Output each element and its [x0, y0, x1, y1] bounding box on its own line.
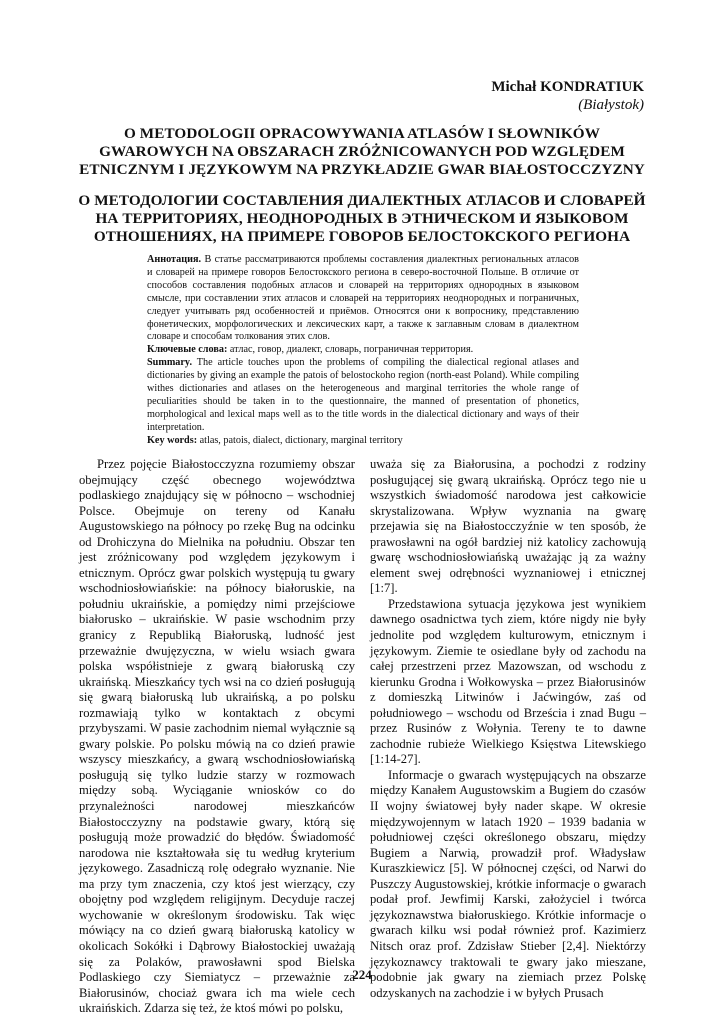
body-paragraph: Przez pojęcie Białostocczyzna rozumiemy obszar obejmujący część obecnego województwa podlaskiego znajdujący się w północno – wschodniej Polsce. Obejmuje on tereny od Kanału Augustowskiego na północy po rzekę Bug na odcinku od Drohiczyna do Mielnika na południu. Obszar ten jest zróżnicowany pod względem językowym i etnicznym. Oprócz gwar polskich występują tu gwary wschodniosłowiańskie: na północy białoruskie, na południu ukraińskie, a pomiędzy nimi przejściowe białorusko – ukraińskie. W pasie wschodnim przy granicy z Republiką Białoruską, ludność jest przeważnie dwujęzyczna, w wielu wsiach gwara polska współistnieje z gwarą białoruską czy ukraińską. Mieszkańcy tych wsi na co dzień posługują się gwarą białoruską lub ukraińską, a po polsku rozmawiają tylko w kontaktach z obcymi przybyszami. W pasie zachodnim niemal wyłącznie są gwary polskie. Po polsku mówią na co dzień prawie wszyscy mieszkańcy, a gwarą wschodniosłowiańską posługują się tylko ludzie starzy w rozmowach między sobą. Wyciąganie wniosków co do przynależności narodowej mieszkańców Białostocczyzny na podstawie gwary, którą się posługują może prowadzić do błędów. Świadomość narodowa nie kształtowała się tu według kryterium językowego. Zasadniczą rolę odegrało wyznanie. Nie ma przy tym znaczenia, czy ktoś jest wierzący, czy obojętny pod względem religijnym. Decyduje raczej wychowanie w określonym środowisku. Tak więc mówiący na co dzień gwarą białoruską katolicy w okolicach Sokółki i Dąbrowy Białostockiej uważają się za Polaków, prawosławni spod Bielska Podlaskiego czy Siemiatycz – przeważnie za Białorusinów, chociaż gwara ich ma wiele cech ukraińskich. Zdarza się też, że ktoś mówi po polsku, [79, 457, 355, 1016]
keywords-en-label: Key words: [147, 434, 198, 446]
page-number: 224 [352, 967, 372, 982]
annotation-text: В статье рассматриваются проблемы составления диалектных региональных атласов и словарей на примере говоров Белостокского региона в северо-восточной Польше. В отличие от способов составления подобных атласов и словарей на территориях однородных в языковом смысле, при составлении этих атласов и словарей на территориях неоднородных и пограничных, следует учитывать ряд особенностей и приёмов. Относятся они к вопроснику, представлению фонетических, морфологических и лексических карт, а также к заглавным словам в диалектном словаре и способам толкования этих слов. [147, 254, 579, 343]
title-polish: O METODOLOGII OPRACOWYWANIA ATLASÓW I SŁOWNIKÓW GWAROWYCH NA OBSZARACH ZRÓŻNICOWANYCH POD WZGLĘDEM ETNICZNYM I JĘZYKOWYM NA PRZYKŁADZIE GWAR BIAŁOSTOCCZYZNY [79, 125, 645, 178]
keywords-ru-paragraph [147, 344, 579, 357]
keywords-ru-label: Ключевые слова: [147, 344, 228, 356]
body-paragraph: uważa się za Białorusina, a pochodzi z rodziny posługującej się gwarą ukraińską. Oprócz tego nie u wszystkich świadomość narodowa jest całkowicie skrystalizowana. Wpływ wyznania na gwarę przejawia się na Białostocczyźnie w ten sposób, że prawosławni na ogół bardziej niż katolicy zachowują gwarę wschodniosłowiańską uważając ją za ważny element swej odrębności wyznaniowej i etnicznej [1:7]. [370, 457, 646, 596]
body-paragraph: Informacje o gwarach występujących na obszarze między Kanałem Augustowskim a Bugiem do czasów II wojny światowej były nader skąpe. W okresie międzywojennym w latach 1920 – 1939 badania w południowej części określonego obszaru, między Bugiem a Narwią, prowadził prof. Władysław Kuraszkiewicz [5]. W północnej części, od Narwi do Puszczy Augustowskiej, krótkie informacje o gwarach podał prof. Jewfimij Karski, założyciel i twórca językoznawstwa białoruskiego. Krótkie informacje o gwarach kilku wsi podał również prof. Kazimierz Nitsch oraz prof. Zdzisław Stieber [2,4]. Niektórzy językoznawcy traktowali te gwary jako mieszane, podobnie jak gwary na ziemiach przez Polskę odzyskanych na zachodzie i w byłych Prusach [370, 767, 646, 1000]
author-name: Michał KONDRATIUK [491, 79, 644, 95]
author-block [491, 78, 644, 114]
summary-paragraph [147, 357, 579, 434]
keywords-ru-text: атлас, говор, диалект, словарь, пограничная территория. [227, 344, 474, 356]
body-column-left [79, 457, 355, 1017]
keywords-en-text: atlas, patois, dialect, dictionary, marginal territory [197, 434, 403, 446]
annotation-paragraph [147, 254, 579, 344]
body-paragraph: Przedstawiona sytuacja językowa jest wynikiem dawnego osadnictwa tych ziem, które nigdy nie były jednolite pod względem kulturowym, etnicznym i językowym. Ziemie te osiedlane były od zachodu na całej przestrzeni przez Mazowszan, od wschodu z kierunku Grodna i Wołkowyska – przez Białorusinów z domieszką Litwinów i Jaćwingów, zaś od południowego – wschodu od Brześcia i znad Bugu – przez Rusinów z Wołynia. Tereny te to dawne zachodnie rubieże Wielkiego Księstwa Litewskiego [1:14-27]. [370, 596, 646, 767]
author-affiliation: (Białystok) [578, 97, 644, 113]
summary-text: The article touches upon the problems of compiling the dialectical regional atlases and dictionaries by giving an example the patois of belostockoho region (north-east Poland). While compiling withes dictionaries and atlases on the heterogeneous and marginal territories the whole range of peculiarities should be taken in to the questionnaire, the manned of presentation of phonetics, morphological and lexical maps well as to the title words in the dialectical dictionary and ways of their interpretation. [147, 357, 579, 433]
title-russian: О МЕТОДОЛОГИИ СОСТАВЛЕНИЯ ДИАЛЕКТНЫХ АТЛАСОВ И СЛОВАРЕЙ НА ТЕРРИТОРИЯХ, НЕОДНОРОДНЫХ В ЭТНИЧЕСКОМ И ЯЗЫКОВОМ ОТНОШЕНИЯХ, НА ПРИМЕРЕ ГОВОРОВ БЕЛОСТОКСКОГО РЕГИОНА [78, 192, 646, 245]
keywords-en-paragraph [147, 435, 579, 448]
abstract-block [147, 254, 579, 448]
annotation-label: Аннотация. [147, 254, 202, 265]
body-column-right [370, 457, 646, 1001]
summary-label: Summary. [147, 357, 192, 369]
